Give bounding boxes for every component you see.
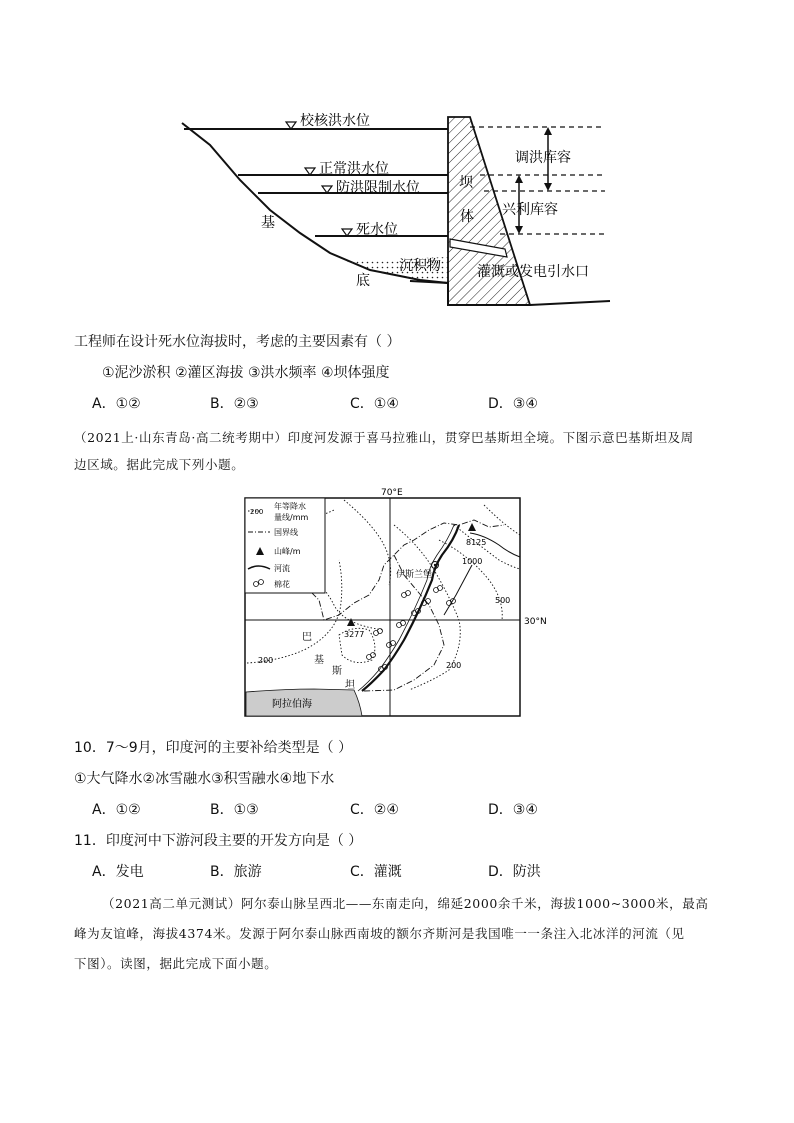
q10-option-c[interactable]: C．②④	[350, 802, 399, 818]
level-marker-icon	[342, 229, 352, 236]
intro-paragraph-line: （2021高二单元测试）阿尔泰山脉呈西北——东南走向，绵延2000余千米，海拔1000~3000米，最高	[102, 896, 709, 911]
legend-river: 河流	[274, 564, 290, 573]
q9-option-a[interactable]: A．①②	[92, 396, 141, 412]
legend-isohyet: 量线/mm	[274, 513, 309, 522]
question-11-stem: 11．印度河中下游河段主要的开发方向是（ ）	[74, 833, 363, 849]
question-9-stem: 工程师在设计死水位海拔时，考虑的主要因素有（ ）	[74, 334, 401, 350]
level-marker-icon	[322, 186, 332, 193]
flood-limit-label: 防洪限制水位	[336, 180, 420, 196]
isohyet-value-label: 500	[495, 596, 511, 605]
q10-option-b[interactable]: B．①③	[210, 802, 259, 818]
q11-option-c[interactable]: C．灌溉	[350, 864, 402, 880]
intro-paragraph-line: 边区域。据此完成下列小题。	[74, 457, 245, 472]
isohyet-value-label: 1000	[462, 557, 483, 566]
sediment-label: 沉积物	[399, 258, 441, 274]
intro-paragraph-line: 下图）。读图，据此完成下面小题。	[74, 956, 278, 971]
normal-flood-label: 正常洪水位	[319, 161, 389, 177]
q10-option-a[interactable]: A．①②	[92, 802, 141, 818]
dam-label: 体	[460, 209, 474, 225]
sea-label: 阿拉伯海	[272, 699, 312, 710]
country-label: 斯	[332, 666, 342, 677]
q11-option-d[interactable]: D．防洪	[488, 864, 541, 880]
benefit-capacity-label: 兴利库容	[502, 202, 558, 218]
question-10-items: ①大气降水②冰雪融水③积雪融水④地下水	[74, 771, 335, 787]
check-flood-label: 校核洪水位	[300, 113, 370, 129]
isohyet-value-label: 200	[446, 661, 462, 670]
q10-option-d[interactable]: D．③④	[488, 802, 538, 818]
legend-cotton: 棉花	[274, 580, 290, 589]
legend-isohyet: 年等降水	[274, 502, 306, 511]
q9-option-c[interactable]: C．①④	[350, 396, 399, 412]
q9-option-d[interactable]: D．③④	[488, 396, 538, 412]
q9-option-b[interactable]: B．②③	[210, 396, 259, 412]
country-label: 坦	[345, 680, 355, 691]
foundation-label: 底	[356, 273, 370, 289]
country-label: 基	[314, 655, 324, 666]
isohyet-value-label: 200	[258, 656, 274, 665]
country-label: 巴	[302, 632, 312, 643]
q11-option-b[interactable]: B．旅游	[210, 864, 262, 880]
foundation-label: 基	[261, 215, 275, 231]
legend-border: 国界线	[274, 528, 298, 537]
dam-label: 坝	[459, 175, 473, 191]
peak-label: 3277	[344, 630, 365, 639]
question-10-stem: 10．7～9月，印度河的主要补给类型是（ ）	[74, 740, 353, 756]
flood-capacity-label: 调洪库容	[515, 150, 571, 166]
peak-label: 8125	[466, 538, 487, 547]
longitude-label: 70°E	[381, 488, 403, 498]
latitude-label: 30°N	[524, 617, 547, 627]
intro-paragraph-line: （2021上·山东青岛·高二统考期中）印度河发源于喜马拉雅山，贯穿巴基斯坦全境。下图示意巴基斯坦及周	[74, 430, 694, 445]
level-marker-icon	[286, 122, 296, 129]
level-marker-icon	[305, 168, 315, 175]
legend-isohyet-value: 200	[250, 508, 264, 516]
question-9-items: ①泥沙淤积 ②灌区海拔 ③洪水频率 ④坝体强度	[102, 365, 390, 381]
pakistan-map	[244, 485, 547, 720]
city-label: 伊斯兰堡	[396, 570, 433, 580]
dead-water-label: 死水位	[356, 222, 398, 238]
q11-option-a[interactable]: A．发电	[92, 864, 144, 880]
intake-label: 灌溉或发电引水口	[477, 264, 589, 280]
reservoir-diagram	[170, 105, 610, 320]
intro-paragraph-line: 峰为友谊峰，海拔4374米。发源于阿尔泰山脉西南坡的额尔齐斯河是我国唯一一条注入北冰洋的河流（见	[74, 926, 685, 941]
legend-peak: 山峰/m	[274, 547, 301, 556]
